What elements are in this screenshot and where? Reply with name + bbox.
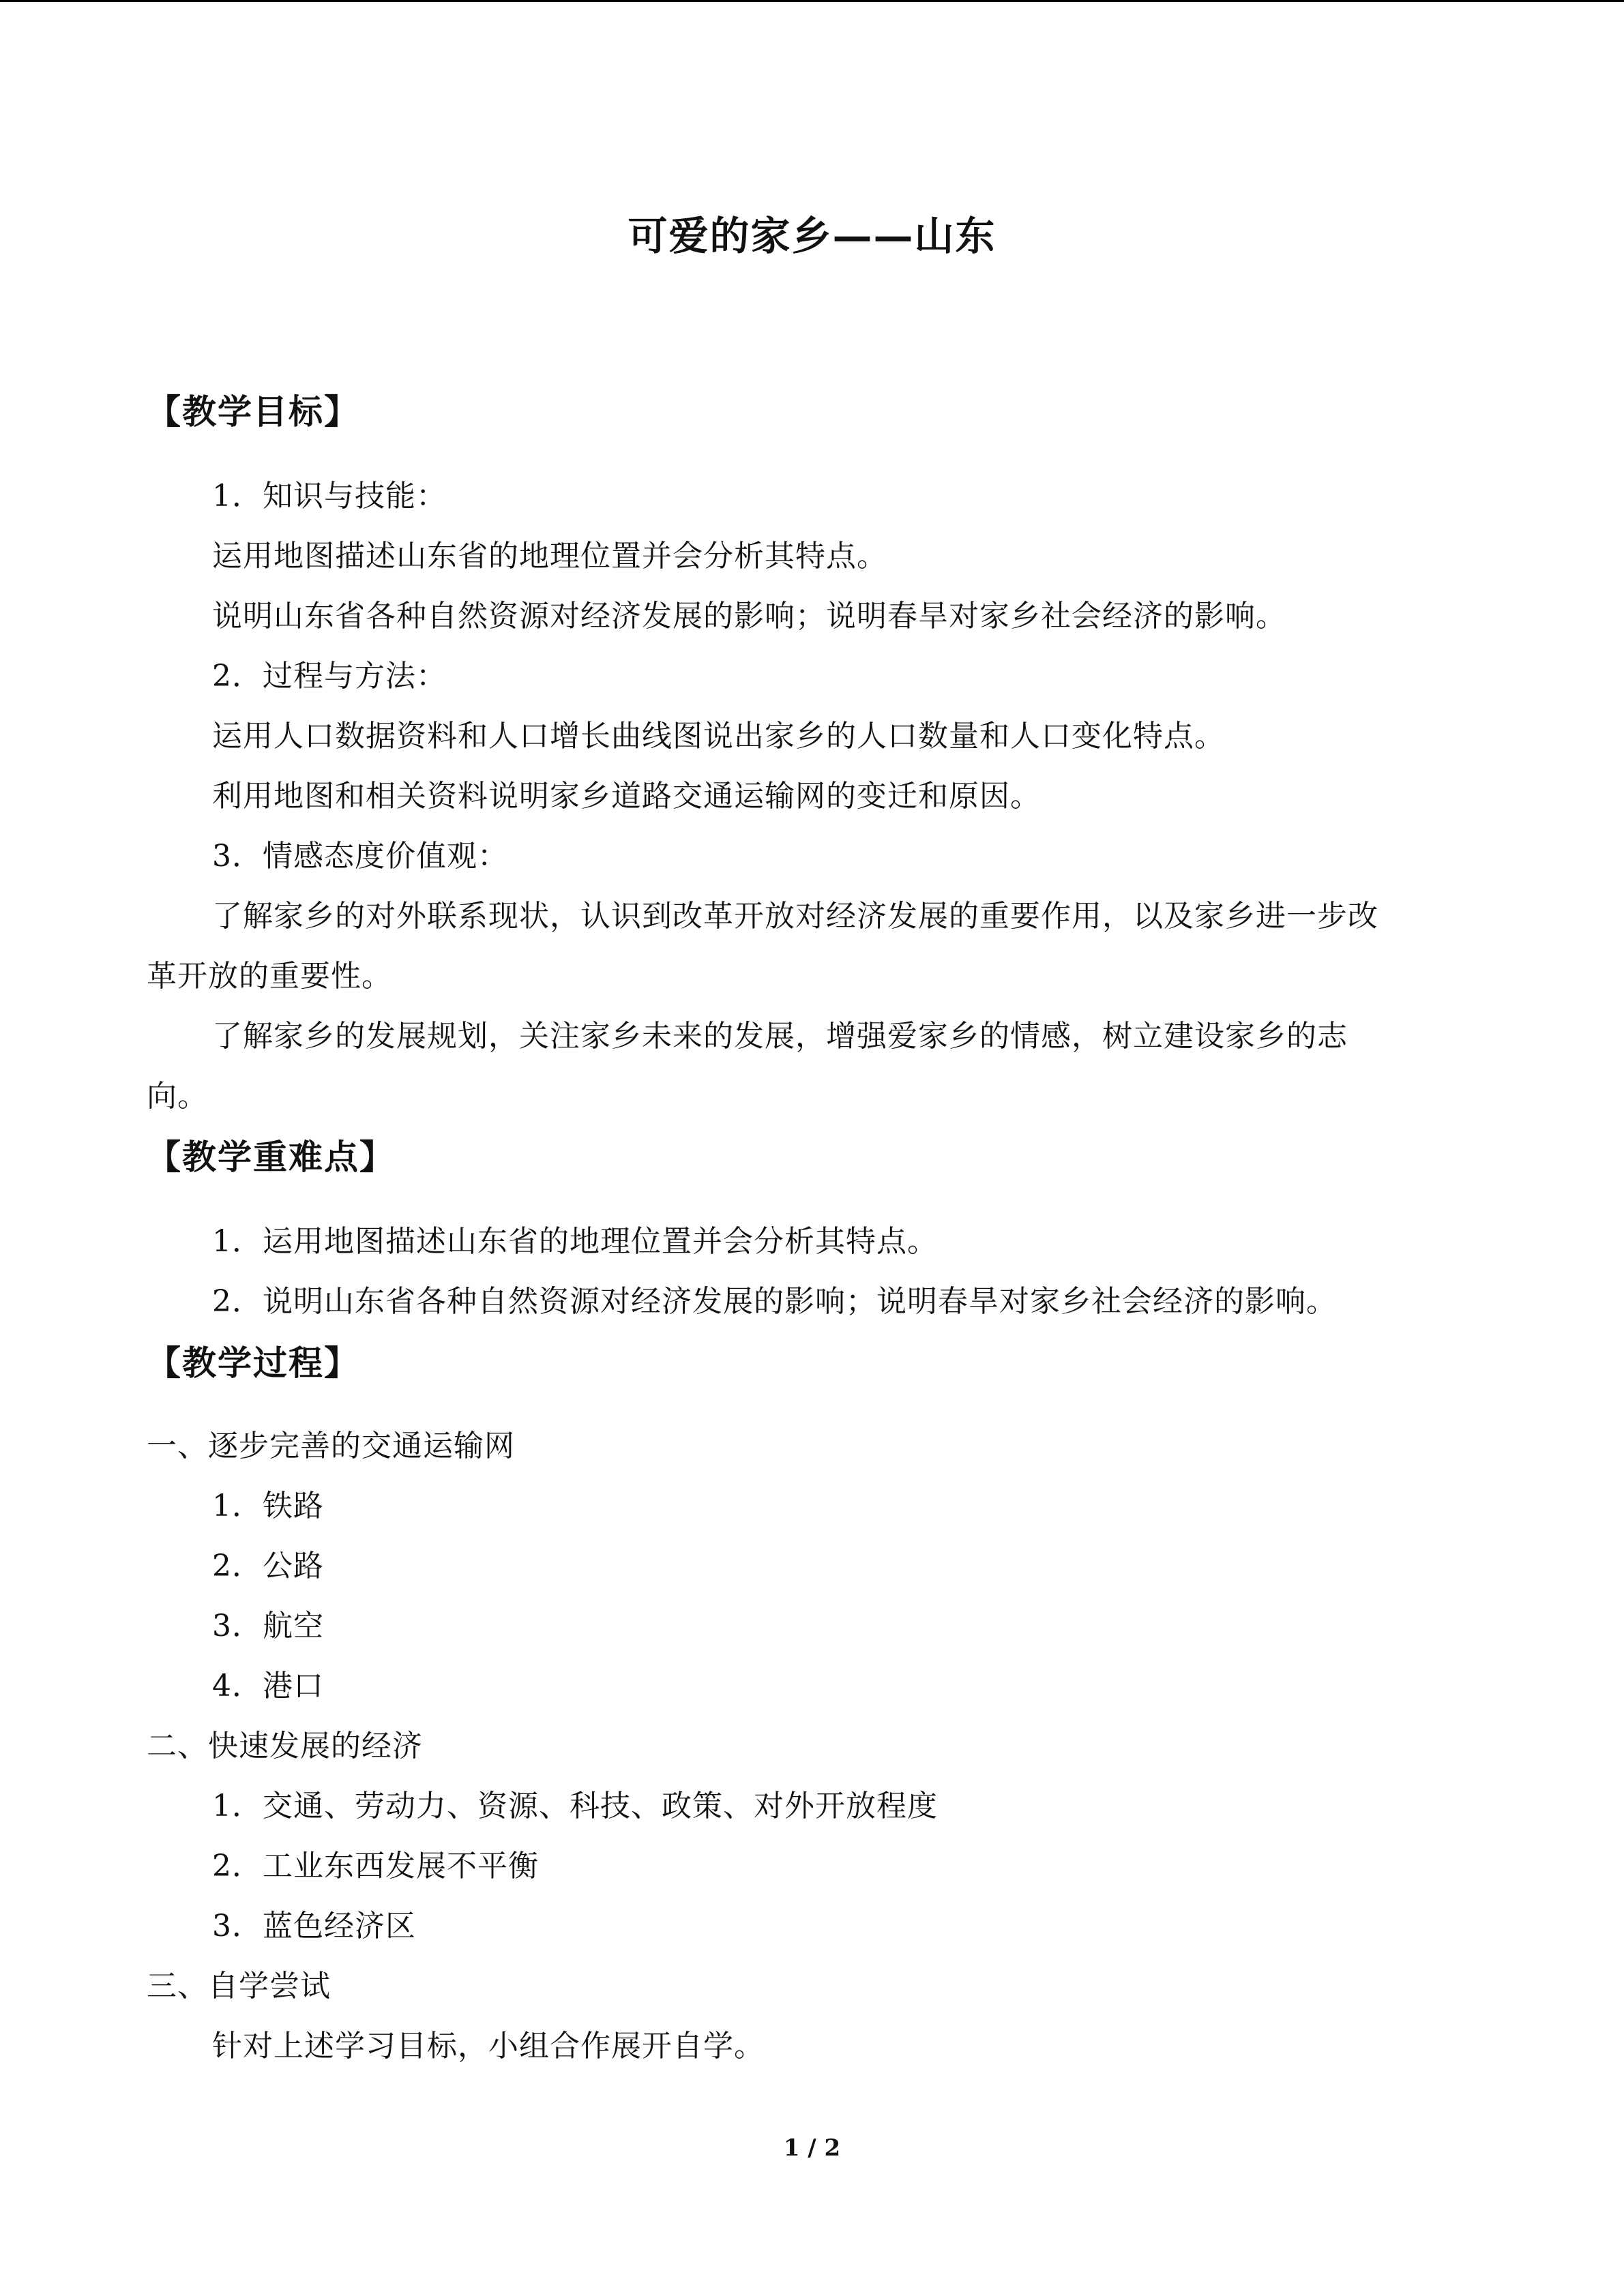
process-item: 4．港口 bbox=[212, 1669, 324, 1703]
process-item: 3．蓝色经济区 bbox=[212, 1909, 416, 1943]
goal-item: 了解家乡的对外联系现状，认识到改革开放对经济发展的重要作用，以及家乡进一步改 bbox=[212, 899, 1378, 934]
keypoint-item: 1．运用地图描述山东省的地理位置并会分析其特点。 bbox=[212, 1224, 938, 1259]
section-heading-process: 【教学过程】 bbox=[147, 1343, 359, 1383]
process-item: 1．铁路 bbox=[212, 1489, 324, 1523]
process-item: 2．公路 bbox=[212, 1549, 324, 1583]
goal-item: 了解家乡的发展规划，关注家乡未来的发展，增强爱家乡的情感，树立建设家乡的志 bbox=[212, 1019, 1348, 1054]
goal-item: 2．过程与方法： bbox=[212, 659, 447, 694]
keypoint-item: 2．说明山东省各种自然资源对经济发展的影响；说明春旱对家乡社会经济的影响。 bbox=[212, 1284, 1337, 1319]
process-item: 1．交通、劳动力、资源、科技、政策、对外开放程度 bbox=[212, 1789, 938, 1823]
process-subheading: 二、快速发展的经济 bbox=[147, 1729, 423, 1763]
process-subheading: 一、逐步完善的交通运输网 bbox=[147, 1429, 515, 1463]
goal-item-continuation: 向。 bbox=[147, 1079, 208, 1114]
document-title: 可爱的家乡——山东 bbox=[628, 213, 996, 259]
goal-item: 说明山东省各种自然资源对经济发展的影响；说明春旱对家乡社会经济的影响。 bbox=[212, 599, 1286, 633]
goal-item: 利用地图和相关资料说明家乡道路交通运输网的变迁和原因。 bbox=[212, 779, 1041, 814]
goal-item: 3．情感态度价值观： bbox=[212, 839, 508, 874]
section-heading-keypoints: 【教学重难点】 bbox=[147, 1137, 395, 1177]
process-item: 针对上述学习目标，小组合作展开自学。 bbox=[212, 2029, 765, 2063]
goal-item: 运用地图描述山东省的地理位置并会分析其特点。 bbox=[212, 539, 887, 573]
goal-item: 1．知识与技能： bbox=[212, 479, 447, 513]
process-subheading: 三、自学尝试 bbox=[147, 1969, 331, 2003]
goal-item-continuation: 革开放的重要性。 bbox=[147, 959, 392, 994]
process-item: 2．工业东西发展不平衡 bbox=[212, 1849, 539, 1883]
process-item: 3．航空 bbox=[212, 1609, 324, 1643]
section-heading-goals: 【教学目标】 bbox=[147, 392, 359, 432]
top-rule bbox=[0, 0, 1624, 2]
page-number: 1 / 2 bbox=[783, 2134, 841, 2162]
goal-item: 运用人口数据资料和人口增长曲线图说出家乡的人口数量和人口变化特点。 bbox=[212, 719, 1225, 754]
